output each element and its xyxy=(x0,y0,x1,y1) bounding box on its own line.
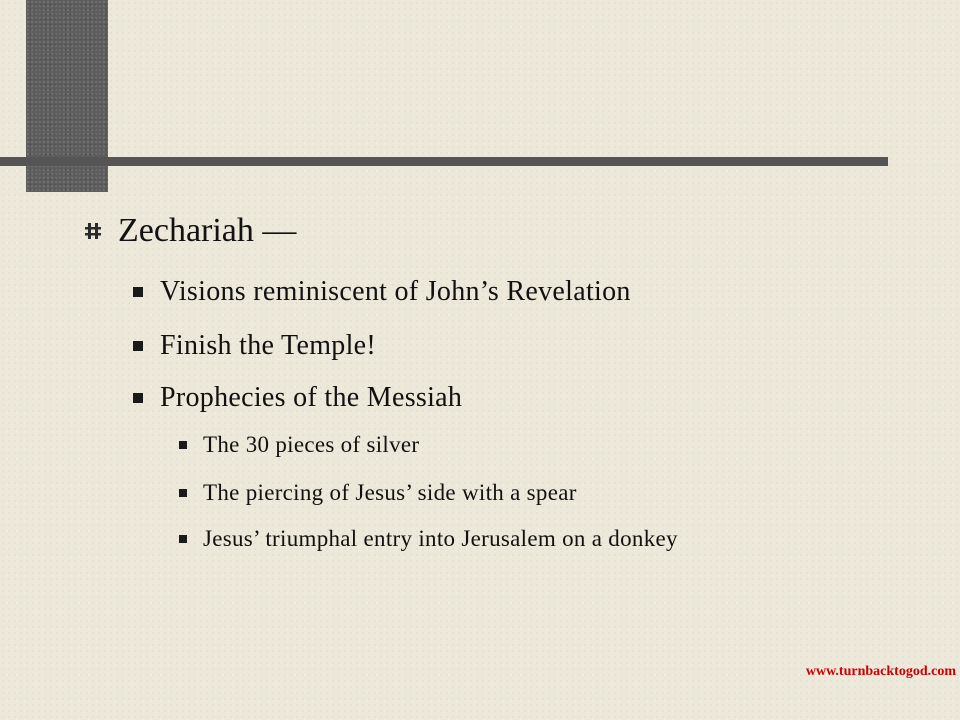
sub-list-item xyxy=(179,479,577,507)
slide-heading xyxy=(84,211,296,251)
sub-list-item xyxy=(179,431,419,459)
list-item xyxy=(133,275,631,309)
list-item-text: Prophecies of the Messiah xyxy=(160,382,463,413)
sub-list-item-text: Jesus’ triumphal entry into Jerusalem on a donkey xyxy=(203,526,678,551)
website-link[interactable]: www.turnbacktogod.com xyxy=(805,664,956,679)
square-bullet-icon xyxy=(133,341,143,351)
list-item xyxy=(133,381,462,415)
square-bullet-icon xyxy=(133,393,143,403)
sub-list-item-text: The 30 pieces of silver xyxy=(203,432,420,457)
sub-list-item xyxy=(179,525,678,553)
square-bullet-icon xyxy=(179,535,187,543)
list-item-text: Finish the Temple! xyxy=(160,330,377,361)
slide-title: Zechariah — xyxy=(118,212,297,249)
hash-icon xyxy=(84,222,102,240)
sub-list-item-text: The piercing of Jesus’ side with a spear xyxy=(203,480,577,505)
square-bullet-icon xyxy=(179,489,187,497)
decorative-horizontal-rule xyxy=(0,157,888,166)
square-bullet-icon xyxy=(179,441,187,449)
list-item xyxy=(133,329,376,363)
square-bullet-icon xyxy=(133,287,143,297)
list-item-text: Visions reminiscent of John’s Revelation xyxy=(160,276,631,307)
